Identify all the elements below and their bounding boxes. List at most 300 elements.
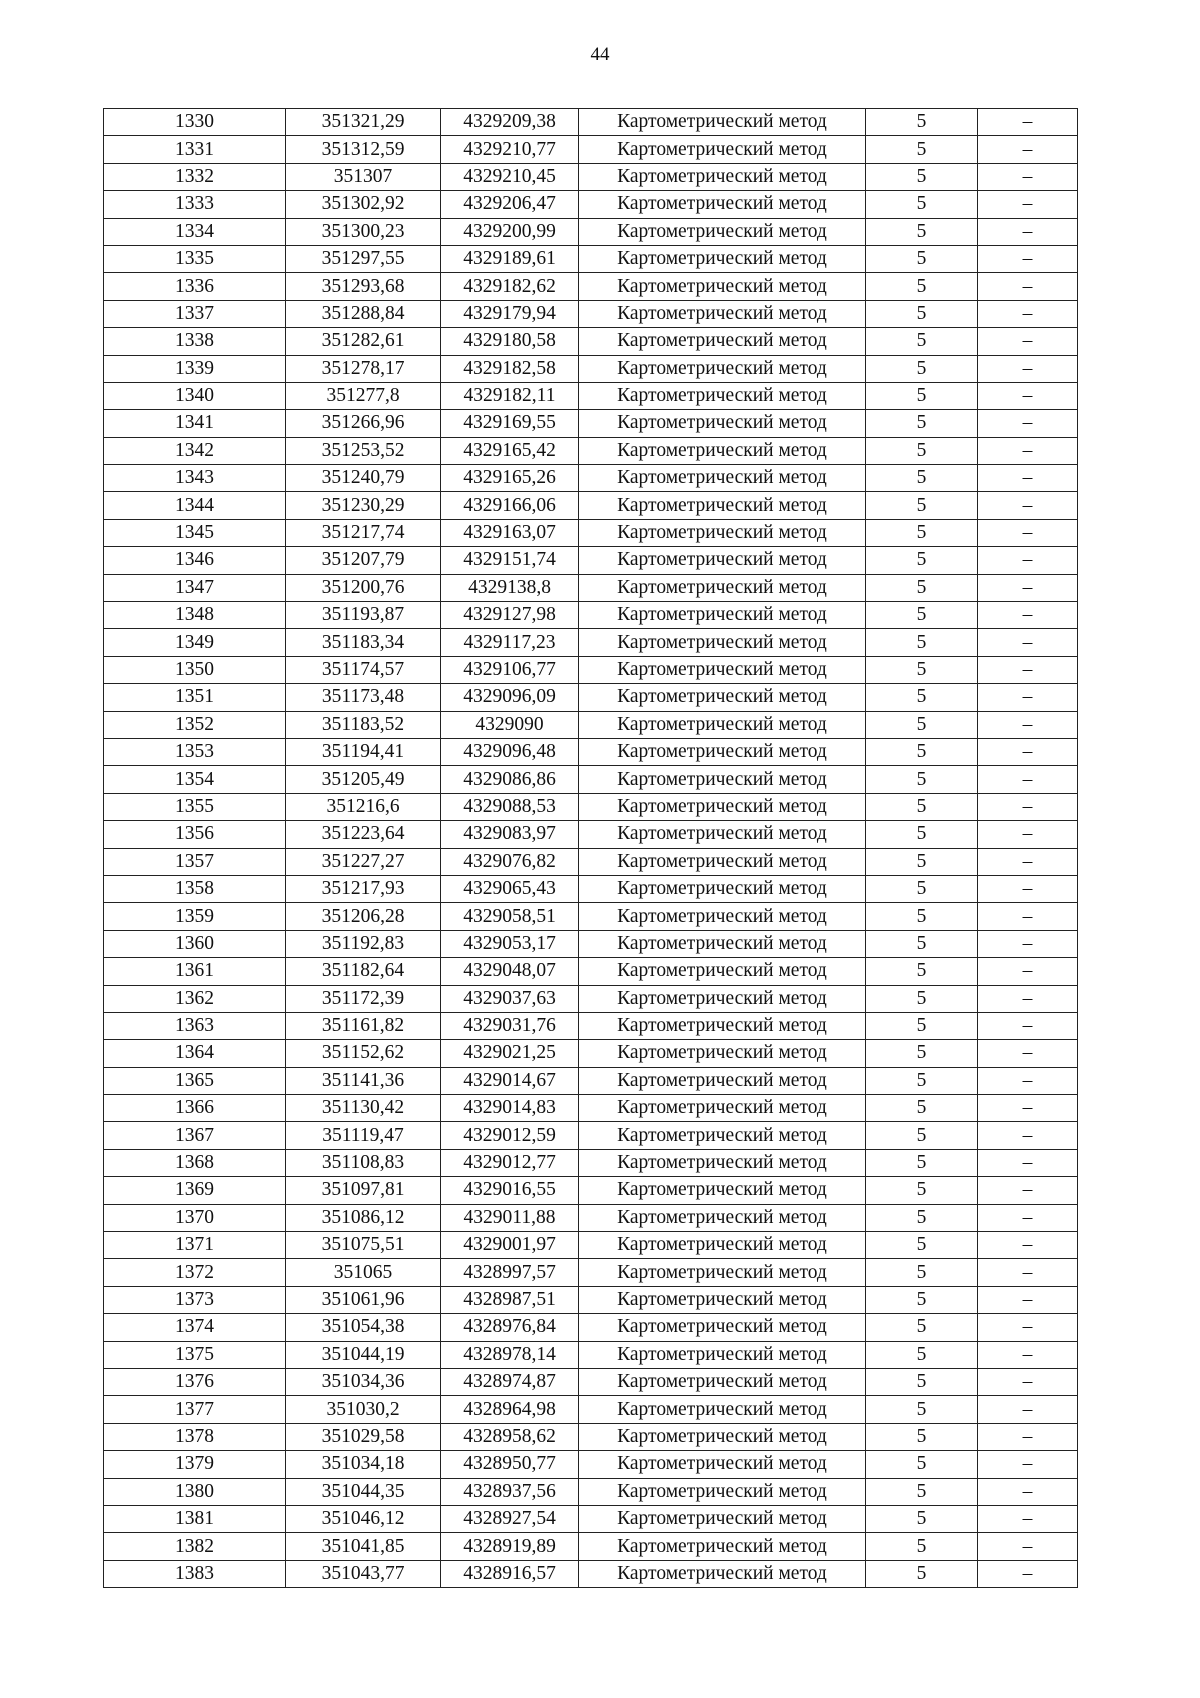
accuracy-cell: 5 — [866, 163, 978, 190]
point-number-cell: 1380 — [104, 1478, 286, 1505]
accuracy-cell: 5 — [866, 602, 978, 629]
y-coordinate-cell: 4329166,06 — [441, 492, 579, 519]
accuracy-cell: 5 — [866, 273, 978, 300]
table-row — [104, 766, 1078, 793]
table-row — [104, 1177, 1078, 1204]
description-cell: – — [978, 903, 1078, 930]
y-coordinate-cell: 4329048,07 — [441, 958, 579, 985]
table-row — [104, 1396, 1078, 1423]
table-row — [104, 1341, 1078, 1368]
x-coordinate-cell: 351307 — [286, 163, 441, 190]
table-row — [104, 410, 1078, 437]
x-coordinate-cell: 351046,12 — [286, 1505, 441, 1532]
x-coordinate-cell: 351253,52 — [286, 437, 441, 464]
point-number-cell: 1372 — [104, 1259, 286, 1286]
table-row — [104, 437, 1078, 464]
point-number-cell: 1349 — [104, 629, 286, 656]
description-cell: – — [978, 437, 1078, 464]
y-coordinate-cell: 4329014,83 — [441, 1095, 579, 1122]
y-coordinate-cell: 4329180,58 — [441, 328, 579, 355]
y-coordinate-cell: 4328958,62 — [441, 1423, 579, 1450]
table-row — [104, 1095, 1078, 1122]
description-cell: – — [978, 1314, 1078, 1341]
x-coordinate-cell: 351161,82 — [286, 1012, 441, 1039]
table-row — [104, 245, 1078, 272]
x-coordinate-cell: 351065 — [286, 1259, 441, 1286]
y-coordinate-cell: 4329076,82 — [441, 848, 579, 875]
y-coordinate-cell: 4329031,76 — [441, 1012, 579, 1039]
description-cell: – — [978, 245, 1078, 272]
table-row — [104, 191, 1078, 218]
description-cell: – — [978, 300, 1078, 327]
description-cell: – — [978, 738, 1078, 765]
y-coordinate-cell: 4329001,97 — [441, 1232, 579, 1259]
x-coordinate-cell: 351152,62 — [286, 1040, 441, 1067]
x-coordinate-cell: 351216,6 — [286, 793, 441, 820]
x-coordinate-cell: 351041,85 — [286, 1533, 441, 1560]
point-number-cell: 1332 — [104, 163, 286, 190]
description-cell: – — [978, 656, 1078, 683]
description-cell: – — [978, 1533, 1078, 1560]
method-cell: Картометрический метод — [579, 684, 866, 711]
description-cell: – — [978, 109, 1078, 136]
accuracy-cell: 5 — [866, 1204, 978, 1231]
point-number-cell: 1364 — [104, 1040, 286, 1067]
method-cell: Картометрический метод — [579, 1177, 866, 1204]
x-coordinate-cell: 351205,49 — [286, 766, 441, 793]
x-coordinate-cell: 351297,55 — [286, 245, 441, 272]
point-number-cell: 1355 — [104, 793, 286, 820]
accuracy-cell: 5 — [866, 875, 978, 902]
x-coordinate-cell: 351312,59 — [286, 136, 441, 163]
y-coordinate-cell: 4329088,53 — [441, 793, 579, 820]
coordinates-table-body — [104, 109, 1078, 1588]
point-number-cell: 1356 — [104, 821, 286, 848]
x-coordinate-cell: 351206,28 — [286, 903, 441, 930]
x-coordinate-cell: 351086,12 — [286, 1204, 441, 1231]
method-cell: Картометрический метод — [579, 1012, 866, 1039]
method-cell: Картометрический метод — [579, 1505, 866, 1532]
accuracy-cell: 5 — [866, 492, 978, 519]
x-coordinate-cell: 351097,81 — [286, 1177, 441, 1204]
table-row — [104, 684, 1078, 711]
description-cell: – — [978, 136, 1078, 163]
description-cell: – — [978, 1341, 1078, 1368]
y-coordinate-cell: 4329182,58 — [441, 355, 579, 382]
table-row — [104, 109, 1078, 136]
y-coordinate-cell: 4329151,74 — [441, 547, 579, 574]
method-cell: Картометрический метод — [579, 1341, 866, 1368]
accuracy-cell: 5 — [866, 1396, 978, 1423]
x-coordinate-cell: 351182,64 — [286, 958, 441, 985]
y-coordinate-cell: 4329106,77 — [441, 656, 579, 683]
method-cell: Картометрический метод — [579, 985, 866, 1012]
point-number-cell: 1334 — [104, 218, 286, 245]
point-number-cell: 1358 — [104, 875, 286, 902]
description-cell: – — [978, 1122, 1078, 1149]
y-coordinate-cell: 4329127,98 — [441, 602, 579, 629]
table-row — [104, 1533, 1078, 1560]
y-coordinate-cell: 4329179,94 — [441, 300, 579, 327]
point-number-cell: 1376 — [104, 1368, 286, 1395]
x-coordinate-cell: 351034,18 — [286, 1451, 441, 1478]
description-cell: – — [978, 1040, 1078, 1067]
method-cell: Картометрический метод — [579, 1067, 866, 1094]
accuracy-cell: 5 — [866, 1451, 978, 1478]
x-coordinate-cell: 351174,57 — [286, 656, 441, 683]
y-coordinate-cell: 4329096,09 — [441, 684, 579, 711]
y-coordinate-cell: 4329053,17 — [441, 930, 579, 957]
point-number-cell: 1378 — [104, 1423, 286, 1450]
table-row — [104, 163, 1078, 190]
table-row — [104, 218, 1078, 245]
x-coordinate-cell: 351173,48 — [286, 684, 441, 711]
y-coordinate-cell: 4329058,51 — [441, 903, 579, 930]
point-number-cell: 1361 — [104, 958, 286, 985]
table-row — [104, 492, 1078, 519]
method-cell: Картометрический метод — [579, 1314, 866, 1341]
description-cell: – — [978, 958, 1078, 985]
y-coordinate-cell: 4328997,57 — [441, 1259, 579, 1286]
y-coordinate-cell: 4329117,23 — [441, 629, 579, 656]
method-cell: Картометрический метод — [579, 245, 866, 272]
y-coordinate-cell: 4328937,56 — [441, 1478, 579, 1505]
accuracy-cell: 5 — [866, 930, 978, 957]
point-number-cell: 1368 — [104, 1149, 286, 1176]
accuracy-cell: 5 — [866, 903, 978, 930]
accuracy-cell: 5 — [866, 1560, 978, 1587]
y-coordinate-cell: 4329096,48 — [441, 738, 579, 765]
accuracy-cell: 5 — [866, 821, 978, 848]
x-coordinate-cell: 351193,87 — [286, 602, 441, 629]
accuracy-cell: 5 — [866, 574, 978, 601]
method-cell: Картометрический метод — [579, 1259, 866, 1286]
x-coordinate-cell: 351130,42 — [286, 1095, 441, 1122]
method-cell: Картометрический метод — [579, 492, 866, 519]
table-row — [104, 1067, 1078, 1094]
table-row — [104, 519, 1078, 546]
accuracy-cell: 5 — [866, 109, 978, 136]
method-cell: Картометрический метод — [579, 602, 866, 629]
description-cell: – — [978, 1286, 1078, 1313]
point-number-cell: 1357 — [104, 848, 286, 875]
table-row — [104, 958, 1078, 985]
x-coordinate-cell: 351119,47 — [286, 1122, 441, 1149]
method-cell: Картометрический метод — [579, 903, 866, 930]
accuracy-cell: 5 — [866, 410, 978, 437]
accuracy-cell: 5 — [866, 1067, 978, 1094]
x-coordinate-cell: 351108,83 — [286, 1149, 441, 1176]
accuracy-cell: 5 — [866, 1286, 978, 1313]
x-coordinate-cell: 351183,34 — [286, 629, 441, 656]
accuracy-cell: 5 — [866, 300, 978, 327]
table-row — [104, 1314, 1078, 1341]
x-coordinate-cell: 351043,77 — [286, 1560, 441, 1587]
method-cell: Картометрический метод — [579, 465, 866, 492]
description-cell: – — [978, 1451, 1078, 1478]
table-row — [104, 711, 1078, 738]
y-coordinate-cell: 4328950,77 — [441, 1451, 579, 1478]
method-cell: Картометрический метод — [579, 191, 866, 218]
method-cell: Картометрический метод — [579, 656, 866, 683]
point-number-cell: 1382 — [104, 1533, 286, 1560]
method-cell: Картометрический метод — [579, 574, 866, 601]
accuracy-cell: 5 — [866, 191, 978, 218]
point-number-cell: 1350 — [104, 656, 286, 683]
y-coordinate-cell: 4329200,99 — [441, 218, 579, 245]
description-cell: – — [978, 711, 1078, 738]
point-number-cell: 1348 — [104, 602, 286, 629]
point-number-cell: 1374 — [104, 1314, 286, 1341]
point-number-cell: 1335 — [104, 245, 286, 272]
description-cell: – — [978, 1067, 1078, 1094]
point-number-cell: 1340 — [104, 382, 286, 409]
method-cell: Картометрический метод — [579, 136, 866, 163]
method-cell: Картометрический метод — [579, 711, 866, 738]
y-coordinate-cell: 4329165,26 — [441, 465, 579, 492]
x-coordinate-cell: 351217,74 — [286, 519, 441, 546]
description-cell: – — [978, 930, 1078, 957]
description-cell: – — [978, 1232, 1078, 1259]
y-coordinate-cell: 4329011,88 — [441, 1204, 579, 1231]
method-cell: Картометрический метод — [579, 437, 866, 464]
accuracy-cell: 5 — [866, 465, 978, 492]
accuracy-cell: 5 — [866, 1368, 978, 1395]
method-cell: Картометрический метод — [579, 738, 866, 765]
table-row — [104, 1368, 1078, 1395]
description-cell: – — [978, 492, 1078, 519]
method-cell: Картометрический метод — [579, 300, 866, 327]
table-row — [104, 273, 1078, 300]
x-coordinate-cell: 351227,27 — [286, 848, 441, 875]
method-cell: Картометрический метод — [579, 547, 866, 574]
x-coordinate-cell: 351217,93 — [286, 875, 441, 902]
method-cell: Картометрический метод — [579, 1478, 866, 1505]
accuracy-cell: 5 — [866, 766, 978, 793]
description-cell: – — [978, 355, 1078, 382]
method-cell: Картометрический метод — [579, 958, 866, 985]
description-cell: – — [978, 1368, 1078, 1395]
y-coordinate-cell: 4329090 — [441, 711, 579, 738]
method-cell: Картометрический метод — [579, 821, 866, 848]
point-number-cell: 1330 — [104, 109, 286, 136]
point-number-cell: 1341 — [104, 410, 286, 437]
accuracy-cell: 5 — [866, 355, 978, 382]
y-coordinate-cell: 4329138,8 — [441, 574, 579, 601]
x-coordinate-cell: 351277,8 — [286, 382, 441, 409]
y-coordinate-cell: 4329210,77 — [441, 136, 579, 163]
x-coordinate-cell: 351044,19 — [286, 1341, 441, 1368]
table-row — [104, 930, 1078, 957]
point-number-cell: 1362 — [104, 985, 286, 1012]
table-row — [104, 903, 1078, 930]
table-row — [104, 875, 1078, 902]
description-cell: – — [978, 163, 1078, 190]
description-cell: – — [978, 519, 1078, 546]
accuracy-cell: 5 — [866, 958, 978, 985]
accuracy-cell: 5 — [866, 848, 978, 875]
table-row — [104, 547, 1078, 574]
description-cell: – — [978, 328, 1078, 355]
point-number-cell: 1369 — [104, 1177, 286, 1204]
point-number-cell: 1371 — [104, 1232, 286, 1259]
x-coordinate-cell: 351192,83 — [286, 930, 441, 957]
y-coordinate-cell: 4328919,89 — [441, 1533, 579, 1560]
point-number-cell: 1342 — [104, 437, 286, 464]
method-cell: Картометрический метод — [579, 1423, 866, 1450]
x-coordinate-cell: 351061,96 — [286, 1286, 441, 1313]
accuracy-cell: 5 — [866, 1095, 978, 1122]
x-coordinate-cell: 351141,36 — [286, 1067, 441, 1094]
description-cell: – — [978, 684, 1078, 711]
y-coordinate-cell: 4328978,14 — [441, 1341, 579, 1368]
x-coordinate-cell: 351300,23 — [286, 218, 441, 245]
method-cell: Картометрический метод — [579, 1122, 866, 1149]
y-coordinate-cell: 4329165,42 — [441, 437, 579, 464]
table-row — [104, 1040, 1078, 1067]
y-coordinate-cell: 4329182,62 — [441, 273, 579, 300]
y-coordinate-cell: 4329037,63 — [441, 985, 579, 1012]
point-number-cell: 1345 — [104, 519, 286, 546]
point-number-cell: 1367 — [104, 1122, 286, 1149]
point-number-cell: 1346 — [104, 547, 286, 574]
x-coordinate-cell: 351288,84 — [286, 300, 441, 327]
point-number-cell: 1344 — [104, 492, 286, 519]
table-row — [104, 848, 1078, 875]
point-number-cell: 1377 — [104, 1396, 286, 1423]
x-coordinate-cell: 351030,2 — [286, 1396, 441, 1423]
method-cell: Картометрический метод — [579, 1040, 866, 1067]
accuracy-cell: 5 — [866, 328, 978, 355]
accuracy-cell: 5 — [866, 1314, 978, 1341]
point-number-cell: 1370 — [104, 1204, 286, 1231]
description-cell: – — [978, 273, 1078, 300]
accuracy-cell: 5 — [866, 711, 978, 738]
x-coordinate-cell: 351054,38 — [286, 1314, 441, 1341]
method-cell: Картометрический метод — [579, 1232, 866, 1259]
table-row — [104, 465, 1078, 492]
table-row — [104, 136, 1078, 163]
description-cell: – — [978, 793, 1078, 820]
x-coordinate-cell: 351194,41 — [286, 738, 441, 765]
point-number-cell: 1337 — [104, 300, 286, 327]
description-cell: – — [978, 1505, 1078, 1532]
y-coordinate-cell: 4329083,97 — [441, 821, 579, 848]
description-cell: – — [978, 1095, 1078, 1122]
description-cell: – — [978, 1012, 1078, 1039]
accuracy-cell: 5 — [866, 1259, 978, 1286]
table-row — [104, 328, 1078, 355]
coordinates-table — [103, 108, 1078, 1588]
y-coordinate-cell: 4328974,87 — [441, 1368, 579, 1395]
method-cell: Картометрический метод — [579, 875, 866, 902]
point-number-cell: 1353 — [104, 738, 286, 765]
description-cell: – — [978, 629, 1078, 656]
description-cell: – — [978, 574, 1078, 601]
point-number-cell: 1366 — [104, 1095, 286, 1122]
point-number-cell: 1336 — [104, 273, 286, 300]
point-number-cell: 1359 — [104, 903, 286, 930]
method-cell: Картометрический метод — [579, 1368, 866, 1395]
accuracy-cell: 5 — [866, 629, 978, 656]
table-row — [104, 629, 1078, 656]
description-cell: – — [978, 1149, 1078, 1176]
description-cell: – — [978, 985, 1078, 1012]
table-row — [104, 602, 1078, 629]
accuracy-cell: 5 — [866, 1012, 978, 1039]
x-coordinate-cell: 351278,17 — [286, 355, 441, 382]
table-row — [104, 656, 1078, 683]
description-cell: – — [978, 1423, 1078, 1450]
method-cell: Картометрический метод — [579, 766, 866, 793]
accuracy-cell: 5 — [866, 1177, 978, 1204]
accuracy-cell: 5 — [866, 437, 978, 464]
accuracy-cell: 5 — [866, 136, 978, 163]
point-number-cell: 1381 — [104, 1505, 286, 1532]
x-coordinate-cell: 351172,39 — [286, 985, 441, 1012]
y-coordinate-cell: 4329210,45 — [441, 163, 579, 190]
point-number-cell: 1383 — [104, 1560, 286, 1587]
table-row — [104, 985, 1078, 1012]
x-coordinate-cell: 351029,58 — [286, 1423, 441, 1450]
point-number-cell: 1375 — [104, 1341, 286, 1368]
description-cell: – — [978, 875, 1078, 902]
accuracy-cell: 5 — [866, 1341, 978, 1368]
point-number-cell: 1365 — [104, 1067, 286, 1094]
accuracy-cell: 5 — [866, 382, 978, 409]
description-cell: – — [978, 382, 1078, 409]
table-row — [104, 1012, 1078, 1039]
y-coordinate-cell: 4329189,61 — [441, 245, 579, 272]
accuracy-cell: 5 — [866, 1149, 978, 1176]
method-cell: Картометрический метод — [579, 848, 866, 875]
method-cell: Картометрический метод — [579, 328, 866, 355]
point-number-cell: 1360 — [104, 930, 286, 957]
method-cell: Картометрический метод — [579, 930, 866, 957]
accuracy-cell: 5 — [866, 684, 978, 711]
y-coordinate-cell: 4329012,77 — [441, 1149, 579, 1176]
accuracy-cell: 5 — [866, 1423, 978, 1450]
x-coordinate-cell: 351075,51 — [286, 1232, 441, 1259]
point-number-cell: 1363 — [104, 1012, 286, 1039]
x-coordinate-cell: 351321,29 — [286, 109, 441, 136]
method-cell: Картометрический метод — [579, 382, 866, 409]
y-coordinate-cell: 4329169,55 — [441, 410, 579, 437]
y-coordinate-cell: 4329012,59 — [441, 1122, 579, 1149]
y-coordinate-cell: 4329021,25 — [441, 1040, 579, 1067]
y-coordinate-cell: 4329014,67 — [441, 1067, 579, 1094]
accuracy-cell: 5 — [866, 1232, 978, 1259]
accuracy-cell: 5 — [866, 547, 978, 574]
table-row — [104, 1505, 1078, 1532]
accuracy-cell: 5 — [866, 245, 978, 272]
method-cell: Картометрический метод — [579, 355, 866, 382]
method-cell: Картометрический метод — [579, 1149, 866, 1176]
y-coordinate-cell: 4328927,54 — [441, 1505, 579, 1532]
y-coordinate-cell: 4329209,38 — [441, 109, 579, 136]
method-cell: Картометрический метод — [579, 1286, 866, 1313]
description-cell: – — [978, 1204, 1078, 1231]
method-cell: Картометрический метод — [579, 109, 866, 136]
y-coordinate-cell: 4329016,55 — [441, 1177, 579, 1204]
point-number-cell: 1351 — [104, 684, 286, 711]
accuracy-cell: 5 — [866, 793, 978, 820]
table-row — [104, 1149, 1078, 1176]
table-row — [104, 300, 1078, 327]
description-cell: – — [978, 1259, 1078, 1286]
method-cell: Картометрический метод — [579, 1396, 866, 1423]
method-cell: Картометрический метод — [579, 519, 866, 546]
